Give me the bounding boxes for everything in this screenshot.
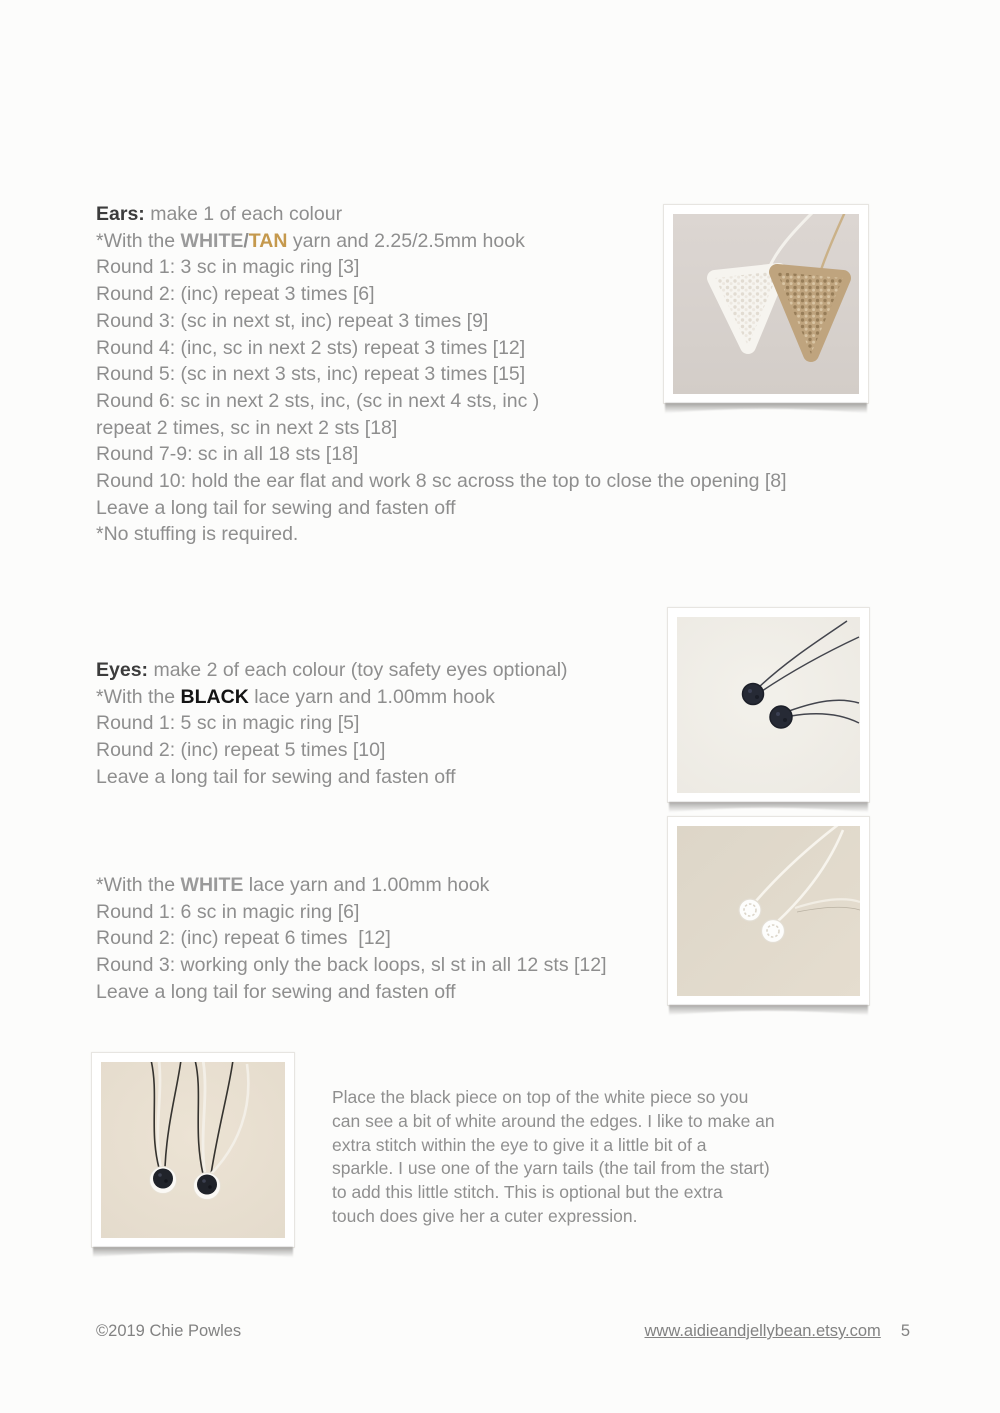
eyes-round-line: Leave a long tail for sewing and fasten off <box>96 765 456 788</box>
assembly-line: can see a bit of white around the edges. I like to make an <box>332 1110 775 1131</box>
page-number: 5 <box>900 1322 910 1340</box>
eyes-round-line: Round 1: 5 sc in magic ring [5] <box>96 712 360 735</box>
photo-black-eyes <box>667 607 870 803</box>
photo-shadow <box>665 403 867 414</box>
footer-right <box>644 1322 910 1341</box>
white-round-line: Round 3: working only the back loops, sl st in all 12 sts [12] <box>96 954 607 977</box>
eyes-black-word: BLACK <box>180 685 249 708</box>
photo-shadow <box>669 802 868 813</box>
ears-round-line: Round 5: (sc in next 3 sts, inc) repeat 3 times [15] <box>96 363 526 386</box>
photo-white-eyes <box>667 816 870 1006</box>
eyes-heading: Eyes: <box>96 659 149 681</box>
assembly-paragraph <box>332 1086 775 1229</box>
ears-with-prefix: *With the <box>96 229 181 252</box>
eyes-black-section <box>96 657 568 791</box>
black-eyes-photo-image <box>677 617 860 793</box>
assembly-line: extra stitch within the eye to give it a little bit of a <box>332 1134 707 1155</box>
ears-photo-image <box>673 214 859 394</box>
eyes-with-suffix: lace yarn and 1.00mm hook <box>248 685 495 708</box>
ears-round-line: Round 4: (inc, sc in next 2 sts) repeat 3 times [12] <box>96 336 526 359</box>
assembly-line: touch does give her a cuter expression. <box>332 1205 638 1226</box>
footer-copyright: ©2019 Chie Powles <box>96 1322 242 1340</box>
ears-round-line: Round 3: (sc in next st, inc) repeat 3 times [9] <box>96 309 489 332</box>
white-yarn-line <box>96 872 607 899</box>
eyes-with-prefix: *With the <box>96 685 181 708</box>
white-round-line: Round 2: (inc) repeat 6 times [12] <box>96 927 391 950</box>
ears-round-line: repeat 2 times, sc in next 2 sts [18] <box>96 416 398 439</box>
white-eyes-photo-image <box>677 826 860 996</box>
photo-assembled-eyes <box>91 1052 295 1248</box>
ears-round-line: Round 1: 3 sc in magic ring [3] <box>96 256 360 279</box>
photo-ears-white-tan <box>663 204 869 404</box>
ears-heading: Ears: <box>96 203 145 225</box>
ears-tan-word: TAN <box>248 229 288 252</box>
ears-heading-rest: make 1 of each colour <box>144 203 343 225</box>
ears-round-line: *No stuffing is required. <box>96 523 299 546</box>
ears-round-line: Round 7-9: sc in all 18 sts [18] <box>96 443 359 466</box>
ears-round-line: Leave a long tail for sewing and fasten off <box>96 496 456 519</box>
photo-shadow <box>669 1005 868 1016</box>
white-white-word: WHITE <box>180 874 244 896</box>
assembly-line: sparkle. I use one of the yarn tails (the tail from the start) <box>332 1158 770 1179</box>
white-round-line: Round 1: 6 sc in magic ring [6] <box>96 900 360 923</box>
eyes-white-section <box>96 872 607 1006</box>
assembly-line: to add this little stitch. This is optional but the extra <box>332 1182 723 1203</box>
eyes-heading-rest: make 2 of each colour (toy safety eyes optional) <box>148 659 568 681</box>
eyes-heading-line <box>96 657 568 684</box>
ears-slash: / <box>243 229 249 252</box>
eyes-yarn-line <box>96 684 568 711</box>
ears-round-line: Round 2: (inc) repeat 3 times [6] <box>96 283 375 306</box>
eyes-round-line: Round 2: (inc) repeat 5 times [10] <box>96 739 386 762</box>
website-link[interactable]: www.aidieandjellybean.etsy.com <box>644 1322 881 1340</box>
white-round-line: Leave a long tail for sewing and fasten off <box>96 980 456 1003</box>
white-with-prefix: *With the <box>96 874 181 896</box>
assembled-eyes-photo-image <box>101 1062 285 1238</box>
ears-with-suffix: yarn and 2.25/2.5mm hook <box>287 229 525 252</box>
ears-round-line: Round 6: sc in next 2 sts, inc, (sc in next 4 sts, inc ) <box>96 389 540 412</box>
white-with-suffix: lace yarn and 1.00mm hook <box>243 874 490 896</box>
assembly-line: Place the black piece on top of the white piece so you <box>332 1087 749 1107</box>
photo-shadow <box>93 1247 293 1258</box>
ears-white-word: WHITE <box>180 229 244 252</box>
ears-round-line: Round 10: hold the ear flat and work 8 sc across the top to close the opening [8] <box>96 470 787 493</box>
